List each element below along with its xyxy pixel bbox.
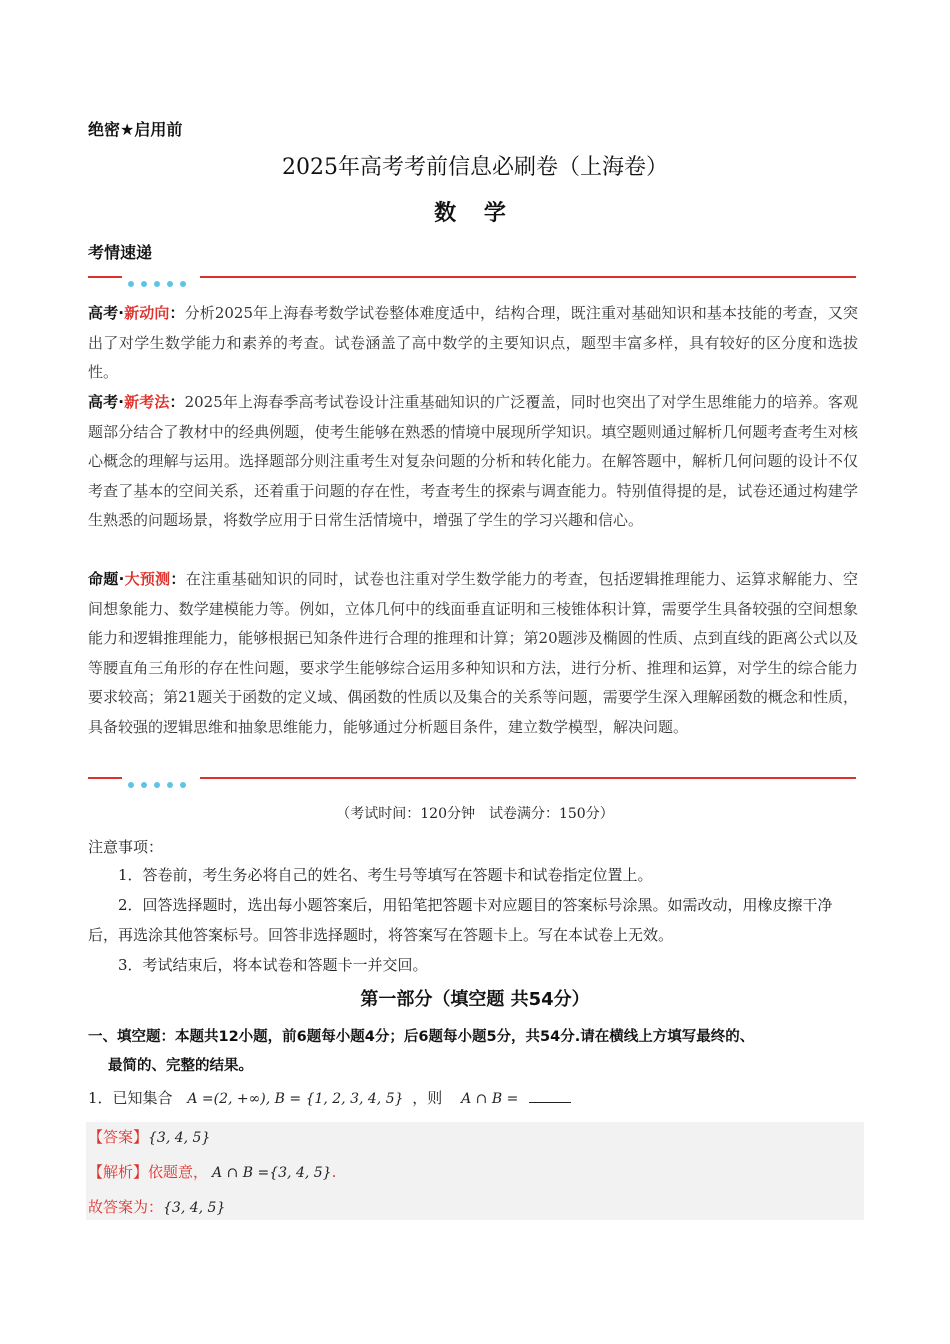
fill-in-instructions <box>88 1023 864 1081</box>
analysis-line <box>88 1161 336 1182</box>
note-item-1: 1．答卷前，考生务必将自己的姓名、考生号等填写在答题卡和试卷指定位置上。 <box>118 866 653 884</box>
decorative-divider-top <box>88 272 856 282</box>
subject-title: 数 学 <box>434 201 516 226</box>
overview-heading: 考情速递 <box>88 243 153 262</box>
new-method-text: 2025年上海春季高考试卷设计注重基础知识的广泛覆盖，同时也突出了对学生思维能力的培养。客观题部分结合了教材中的经典例题，使考生能够在熟悉的情境中展现所学知识。填空题则通过解析几何题考查考生对核心概念的理解与运用。选择题部分则注重考生对复杂问题的分析和转化能力。在解答题中，解析几何问题的设计不仅考查了基本的空间关系，还着重于问题的存在性，考查考生的探索与调查能力。特别值得提的是，试卷还通过构建学生熟悉的问题场景，将数学应用于日常生活情境中，增强了学生的学习兴趣和信心。 <box>88 393 858 529</box>
part-one-title: 第一部分（填空题 共54分） <box>360 989 590 1010</box>
question-1-mid: ，则 <box>412 1089 443 1107</box>
answer-value: {3, 4, 5} <box>148 1130 211 1146</box>
final-answer-label: 故答案为： <box>88 1198 164 1216</box>
analysis-label: 【解析】依题意， <box>88 1163 209 1181</box>
secret-label: 绝密★启用前 <box>88 120 183 139</box>
question-1 <box>88 1087 571 1108</box>
analysis-end: . <box>331 1163 337 1181</box>
answer-blank[interactable] <box>529 1088 571 1103</box>
instructions-line-1: 一、填空题：本题共12小题，前6题每小题4分；后6题每小题5分，共54分.请在横线上方填写最终的、 <box>88 1029 755 1045</box>
new-direction-label: 高考·新动向： <box>88 304 185 322</box>
answer-label: 【答案】 <box>88 1128 149 1146</box>
answer-line <box>88 1126 210 1147</box>
new-direction-paragraph <box>88 299 858 388</box>
decorative-divider-bottom <box>88 773 856 783</box>
prediction-label: 命题·大预测： <box>88 570 186 588</box>
page-title: 2025年高考考前信息必刷卷（上海卷） <box>282 155 668 180</box>
question-1-number: 1．已知集合 <box>88 1089 173 1107</box>
note-item-2: 2．回答选择题时，选出每小题答案后，用铅笔把答题卡对应题目的答案标号涂黑。如需改动，用橡皮擦干净后，再选涂其他答案标号。回答非选择题时，将答案写在答题卡上。写在本试卷上无效。 <box>88 896 833 944</box>
exam-info: （考试时间：120分钟 试卷满分：150分） <box>336 806 614 822</box>
question-1-expression: A ∩ B = <box>461 1091 519 1107</box>
final-answer-value: {3, 4, 5} <box>163 1200 226 1216</box>
prediction-text: 在注重基础知识的同时，试卷也注重对学生数学能力的考查，包括逻辑推理能力、运算求解能力、空间想象能力、数学建模能力等。例如，立体几何中的线面垂直证明和三棱锥体积计算，需要学生具备较强的空间想象能力和逻辑推理能力，能够根据已知条件进行合理的推理和计算；第20题涉及椭圆的性质、点到直线的距离公式以及等腰直角三角形的存在性问题，要求学生能够综合运用多种知识和方法，进行分析、推理和运算，对学生的综合能力要求较高；第21题关于函数的定义域、偶函数的性质以及集合的关系等问题，需要学生深入理解函数的概念和性质，具备较强的逻辑思维和抽象思维能力，能够通过分析题目条件，建立数学模型，解决问题。 <box>88 570 858 736</box>
notes-heading: 注意事项： <box>88 838 164 856</box>
new-method-label: 高考·新考法： <box>88 393 185 411</box>
prediction-paragraph <box>88 565 858 742</box>
note-item-3: 3．考试结束后，将本试卷和答题卡一并交回。 <box>118 956 428 974</box>
question-1-sets: A =(2, +∞), B = {1, 2, 3, 4, 5} <box>187 1091 404 1107</box>
instructions-line-2: 最简的、完整的结果。 <box>108 1058 253 1074</box>
new-method-paragraph <box>88 388 858 536</box>
final-answer-line <box>88 1196 225 1217</box>
new-direction-text: 分析2025年上海春考数学试卷整体难度适中，结构合理，既注重对基础知识和基本技能的考查，又突出了对学生数学能力和素养的考查。试卷涵盖了高中数学的主要知识点，题型丰富多样，具有较好的区分度和选拔性。 <box>88 304 858 381</box>
analysis-value: A ∩ B ={3, 4, 5} <box>212 1165 332 1181</box>
